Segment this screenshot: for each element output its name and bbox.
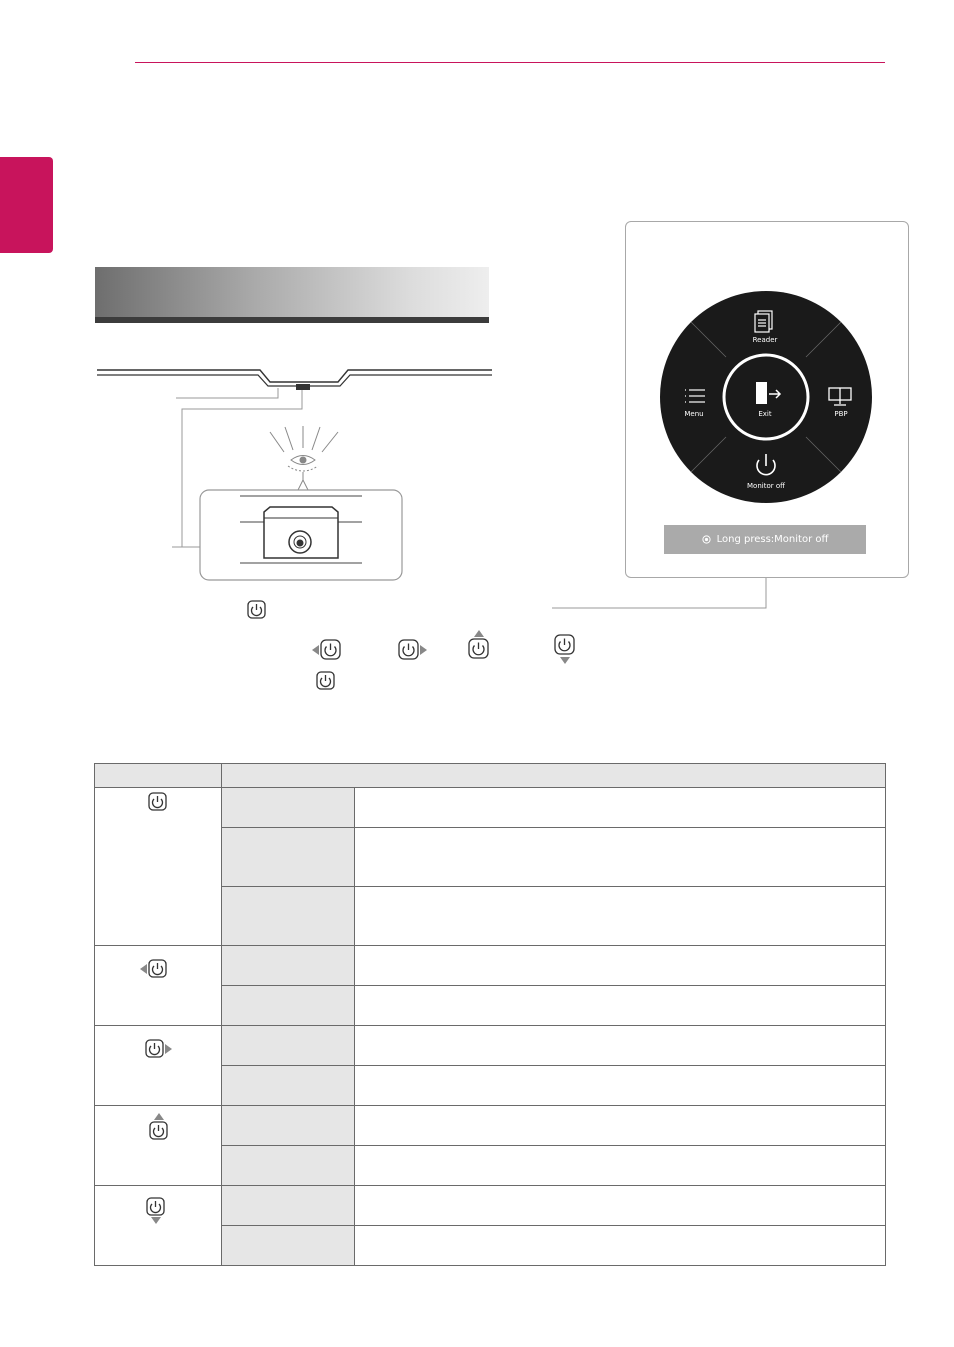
joystick-button-icon xyxy=(95,788,221,818)
description-cell xyxy=(355,1026,886,1066)
long-press-hint xyxy=(664,525,866,554)
eye-sensor-icon xyxy=(270,426,338,490)
key-up-cell xyxy=(95,1106,222,1186)
table-header-cell xyxy=(95,764,222,788)
joystick-right-icon xyxy=(95,1026,221,1060)
osd-main-menu-wheel xyxy=(659,290,873,504)
key-down-cell xyxy=(95,1186,222,1266)
function-cell xyxy=(222,828,355,887)
table-row xyxy=(95,946,886,986)
table-row xyxy=(95,1186,886,1226)
table-row xyxy=(95,1106,886,1146)
header-rule xyxy=(135,62,885,63)
joystick-left-icon xyxy=(312,638,342,662)
function-cell xyxy=(222,946,355,986)
table-row xyxy=(95,788,886,828)
osd-exit-label: Exit xyxy=(758,410,772,418)
joystick-button-icon xyxy=(702,535,711,544)
table-header-cell xyxy=(222,764,886,788)
description-cell xyxy=(355,788,886,828)
function-cell xyxy=(222,986,355,1026)
popup-leader-line xyxy=(550,578,770,612)
description-cell xyxy=(355,828,886,887)
description-cell xyxy=(355,1146,886,1186)
table-header-row xyxy=(95,764,886,788)
description-cell xyxy=(355,986,886,1026)
function-cell xyxy=(222,788,355,828)
function-cell xyxy=(222,1106,355,1146)
reader-icon xyxy=(755,311,772,332)
description-cell xyxy=(355,946,886,986)
key-right-cell xyxy=(95,1026,222,1106)
osd-reader-label: Reader xyxy=(752,336,778,344)
joystick-down-icon xyxy=(554,634,578,666)
function-cell xyxy=(222,1226,355,1266)
language-side-tab xyxy=(0,157,53,253)
joystick-function-table xyxy=(94,763,886,1266)
osd-monitor-off-label: Monitor off xyxy=(747,482,785,490)
function-cell xyxy=(222,887,355,946)
description-cell xyxy=(355,1106,886,1146)
joystick-left-icon xyxy=(95,946,221,980)
joystick-button-icon xyxy=(316,671,336,691)
key-press-cell xyxy=(95,788,222,946)
function-cell xyxy=(222,1146,355,1186)
joystick-button-icon xyxy=(247,600,267,620)
monitor-front-image xyxy=(95,267,489,317)
function-cell xyxy=(222,1066,355,1106)
osd-pbp-label: PBP xyxy=(834,410,848,418)
description-cell xyxy=(355,1066,886,1106)
osd-menu-label: Menu xyxy=(684,410,704,418)
key-left-cell xyxy=(95,946,222,1026)
description-cell xyxy=(355,1186,886,1226)
joystick-right-icon xyxy=(398,638,428,662)
description-cell xyxy=(355,1226,886,1266)
table-row xyxy=(95,1026,886,1066)
joystick-up-icon xyxy=(468,630,492,662)
joystick-up-icon xyxy=(95,1106,221,1146)
function-cell xyxy=(222,1026,355,1066)
function-cell xyxy=(222,1186,355,1226)
monitor-bezel xyxy=(95,317,489,323)
long-press-text: Long press:Monitor off xyxy=(716,534,829,545)
description-cell xyxy=(355,887,886,946)
joystick-location-diagram xyxy=(90,360,510,590)
joystick-down-icon xyxy=(95,1186,221,1226)
